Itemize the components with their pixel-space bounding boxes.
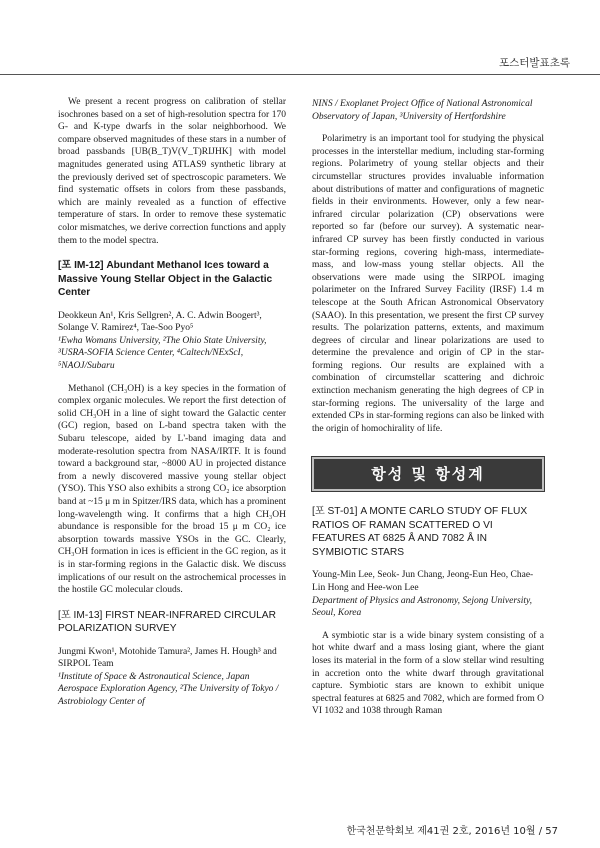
st01-authors: Young-Min Lee, Seok- Jun Chang, Jeong-Eun Heo, Chae-Lin Hong and Hee-won Lee bbox=[312, 570, 534, 594]
im12-authors: Deokkeun An¹, Kris Sellgren², A. C. Adwin Boogert³, Solange V. Ramirez⁴, Tae-Soo Pyo⁵ bbox=[58, 310, 262, 334]
left-column bbox=[58, 96, 286, 709]
right-column bbox=[312, 98, 544, 718]
page-footer: 한국천문학회보 제41권 2호, 2016년 10월 / 57 bbox=[346, 826, 558, 837]
section-banner: 항성 및 항성계 bbox=[312, 457, 544, 491]
im13-affiliations-cont: NINS / Exoplanet Project Office of National Astronomical Observatory of Japan, ³University of Hertfordshire bbox=[312, 99, 533, 122]
im13-authors: Jungmi Kwon¹, Motohide Tamura², James H. Hough³ and SIRPOL Team bbox=[58, 646, 277, 670]
im13-title: [포 IM-13] FIRST NEAR-INFRARED CIRCULAR POLARIZATION SURVEY bbox=[58, 609, 276, 635]
im12-title: [포 IM-12] Abundant Methanol Ices toward a Massive Young Stellar Object in the Galactic Center bbox=[58, 260, 273, 299]
header-rule bbox=[0, 74, 600, 75]
abstract-isochrones: We present a recent progress on calibration of stellar isochrones based on a set of high-resolution spectra for 170 G- and K-type dwarfs in the solar neighborhood. We compare observed magnitudes of these stars in a number of broad passbands [UB(B_T)V(V_T)RIJHK] with model magnitudes generated using ATLAS9 synthetic library at the previously derived set of spectroscopic parameters. We find systematic offsets in colors from these passbands, which are mainly revealed as a function of effective temperature of stars. In order to remove these systematic color mismatches, we derive correction functions and apply them to the model spectra. bbox=[58, 97, 286, 246]
st01-abstract: A symbiotic star is a wide binary system consisting of a hot white dwarf and a mass losing giant, where the giant loses its material in the form of a slow stellar wind resulting in accretion onto the white dwarf through gravitational capture. Symbiotic stars are known to exhibit unique spectral features at 6825 and 7082, which are formed from O VI 1032 and 1038 through Raman bbox=[312, 630, 544, 717]
running-header-title: 포스터발표초록 bbox=[498, 57, 570, 69]
st01-affiliations: Department of Physics and Astronomy, Sejong University, Seoul, Korea bbox=[312, 595, 533, 619]
im12-affiliations: ¹Ewha Womans University, ²The Ohio State University, ³USRA-SOFIA Science Center, ⁴Caltech/NExScI, ⁵NAOJ/Subaru bbox=[58, 335, 267, 371]
st01-title: [포 ST-01] A MONTE CARLO STUDY OF FLUX RATIOS OF RAMAN SCATTERED O VI FEATURES AT 6825 Å AND 7082 Å IN SYMBIOTIC STARS bbox=[312, 506, 528, 558]
im12-abstract: Methanol (CH₃OH) is a key species in the formation of complex organic molecules. We report the first detection of solid CH₃OH in a line of sight toward the Galactic center (GC) region, based on L-band spectra taken with the Subaru telescope, aided by L'-band imaging data and moderate-resolution spectra from NASA/IRTF. It is found toward a background star, ~8000 AU in projected distance from a newly discovered massive young stellar object (YSO). This YSO also exhibits a strong CO₂ ice absorption band at ~15 μ m in Spitzer/IRS data, which has a prominent long-wavelength wing. It confirms that a high CH₃OH abundance is responsible for the broad 15 μ m CO₂ ice absorption towards massive YSOs in the GC. Clearly, CH₃OH formation in ices is efficient in the GC region, as it is in star-forming regions in the Galactic disk. We discuss implications of our result on the astrochemical processes in the hostile GC molecular clouds. bbox=[58, 383, 286, 596]
im13-affiliations: ¹Institute of Space & Astronautical Science, Japan Aerospace Exploration Agency, ²The University of Tokyo / Astrobiology Center of bbox=[58, 671, 279, 708]
im13-abstract: Polarimetry is an important tool for studying the physical processes in the interstellar medium, including star-forming regions. Polarimetry of young stellar objects and their circumstellar structures provides invaluable information about distributions of matter and configurations of magnetic fields in their environments. However, only a few near-infrared circular polarization (CP) observations were reported so far (before our survey). A systematic near-infrared CP survey has been firstly conducted in various star-forming regions, covering high-mass, intermediate-mass, and low-mass young stellar objects. All the observations were made using the SIRPOL imaging polarimeter on the Infrared Survey Facility (IRSF) 1.4 m telescope at the South African Astronomical Observatory (SAAO). In this presentation, we present the first CP survey results. The polarization patterns, extents, and maximum degrees of circular and linear polarizations are used to determine the prevalence and origin of CP in the star-forming regions. Our results are explained with a combination of circumstellar scattering and dichroic extinction mechanism generating the high degrees of CP in star-forming regions. The universality of the large and extended CPs in star-forming regions can also be linked with the origin of homochirality of life. bbox=[312, 134, 544, 434]
